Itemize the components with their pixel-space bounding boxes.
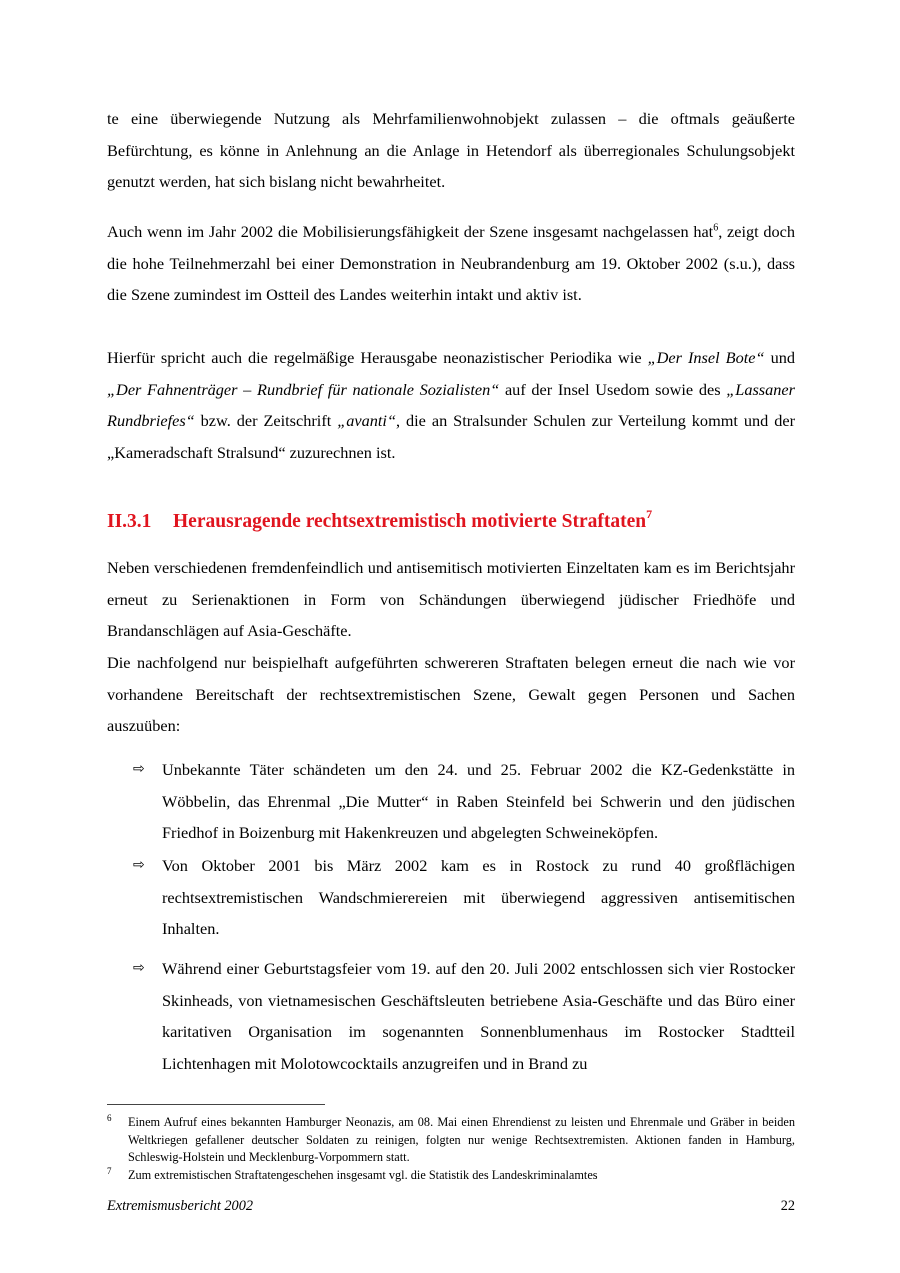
section-number: II.3.1	[107, 511, 152, 532]
periodical-title: „Der Insel Bote“	[647, 348, 765, 367]
list-item-text: Von Oktober 2001 bis März 2002 kam es in Rostock zu rund 40 großflächigen rechtsextremistischen Wandschmierereien mit überwiegend aggressiven antisemitischen Inhalten.	[162, 856, 795, 938]
right-arrow-icon: ⇨	[133, 960, 145, 976]
paragraph-text: , die an Stralsunder Schulen zur Verteilung kommt und der „Kameradschaft Stralsund“ zuzurechnen ist.	[107, 411, 795, 462]
page-footer	[107, 1198, 795, 1215]
list-item	[133, 953, 795, 1079]
list-item	[133, 850, 795, 945]
section-heading	[107, 508, 795, 536]
footnote-number: 7	[107, 1166, 112, 1176]
list-item-text: Während einer Geburtstagsfeier vom 19. auf den 20. Juli 2002 entschlossen sich vier Rostocker Skinheads, von vietnamesischen Geschäftsleuten betriebene Asia-Geschäfte und das Büro einer karitativen Organisation im sogenannten Sonnenblumenhaus im Rostocker Stadtteil Lichtenhagen mit Molotowcocktails anzugreifen und in Brand zu	[162, 959, 795, 1073]
list-item	[133, 754, 795, 849]
right-arrow-icon: ⇨	[133, 761, 145, 777]
paragraph-text: Hierfür spricht auch die regelmäßige Herausgabe neonazistischer Periodika wie	[107, 348, 648, 367]
section-title: Herausragende rechtsextremistisch motivierte Straftaten	[173, 511, 647, 532]
footnote-6	[107, 1114, 795, 1167]
footnote-ref-6: 6	[713, 222, 719, 234]
footnote-separator	[107, 1104, 325, 1105]
paragraph-mobilization	[107, 216, 795, 311]
paragraph-serial-actions: Neben verschiedenen fremdenfeindlich und antisemitisch motivierten Einzeltaten kam es im Berichtsjahr erneut zu Serienaktionen in Form von Schändungen überwiegend jüdischer Friedhöfe und Brandanschlägen auf Asia-Geschäfte.	[107, 558, 795, 640]
paragraph-text: , zeigt doch die hohe Teilnehmerzahl bei einer Demonstration in Neubrandenburg am 19. Oktober 2002 (s.u.), dass die Szene zumindest im Ostteil des Landes weiterhin intakt und aktiv ist.	[107, 222, 796, 304]
footer-title: Extremismusbericht 2002	[107, 1198, 253, 1214]
periodical-title: „Der Fahnenträger – Rundbrief für nationale Sozialisten“	[107, 379, 500, 399]
footnote-ref-7: 7	[646, 506, 653, 521]
paragraph-continuation: te eine überwiegende Nutzung als Mehrfamilienwohnobjekt zulassen – die oftmals geäußerte Befürchtung, es könne in Anlehnung an die Anlage in Hetendorf als überregionales Schulungsobjekt genutzt werden, hat sich bislang nicht bewahrheitet.	[107, 109, 795, 191]
paragraph-text: auf der Insel Usedom sowie des	[499, 379, 727, 399]
footnote-text: Einem Aufruf eines bekannten Hamburger Neonazis, am 08. Mai einen Ehrendienst zu leisten und Ehrenmale und Gräber in beiden Weltkriegen gefallener deutscher Soldaten zu reinigen, folgten nur wenige Rechtsextremisten. Aktionen fanden in Hamburg, Schleswig-Holstein und Mecklenburg-Vorpommern statt.	[128, 1115, 795, 1164]
periodical-title: „Lassaner Rundbriefes“	[107, 379, 795, 430]
footnote-number: 6	[107, 1113, 112, 1123]
paragraph-text: und	[764, 348, 795, 367]
paragraph-periodicals	[107, 342, 795, 468]
paragraph-text: bzw. der Zeitschrift	[194, 411, 338, 430]
page-number: 22	[780, 1198, 795, 1214]
right-arrow-icon: ⇨	[133, 857, 145, 873]
periodical-title: „avanti“	[337, 411, 397, 430]
footnote-7	[107, 1167, 795, 1185]
paragraph-offences-intro: Die nachfolgend nur beispielhaft aufgeführten schwereren Straftaten belegen erneut die nach wie vor vorhandene Bereitschaft der rechtsextremistischen Szene, Gewalt gegen Personen und Sachen auszuüben:	[107, 653, 795, 735]
footnote-text: Zum extremistischen Straftatengeschehen insgesamt vgl. die Statistik des Landeskriminalamtes	[128, 1168, 598, 1182]
paragraph-text: Auch wenn im Jahr 2002 die Mobilisierungsfähigkeit der Szene insgesamt nachgelassen hat	[107, 222, 714, 241]
list-item-text: Unbekannte Täter schändeten um den 24. und 25. Februar 2002 die KZ-Gedenkstätte in Wöbbelin, das Ehrenmal „Die Mutter“ in Raben Steinfeld bei Schwerin und den jüdischen Friedhof in Boizenburg mit Hakenkreuzen und abgelegten Schweineköpfen.	[162, 760, 795, 842]
